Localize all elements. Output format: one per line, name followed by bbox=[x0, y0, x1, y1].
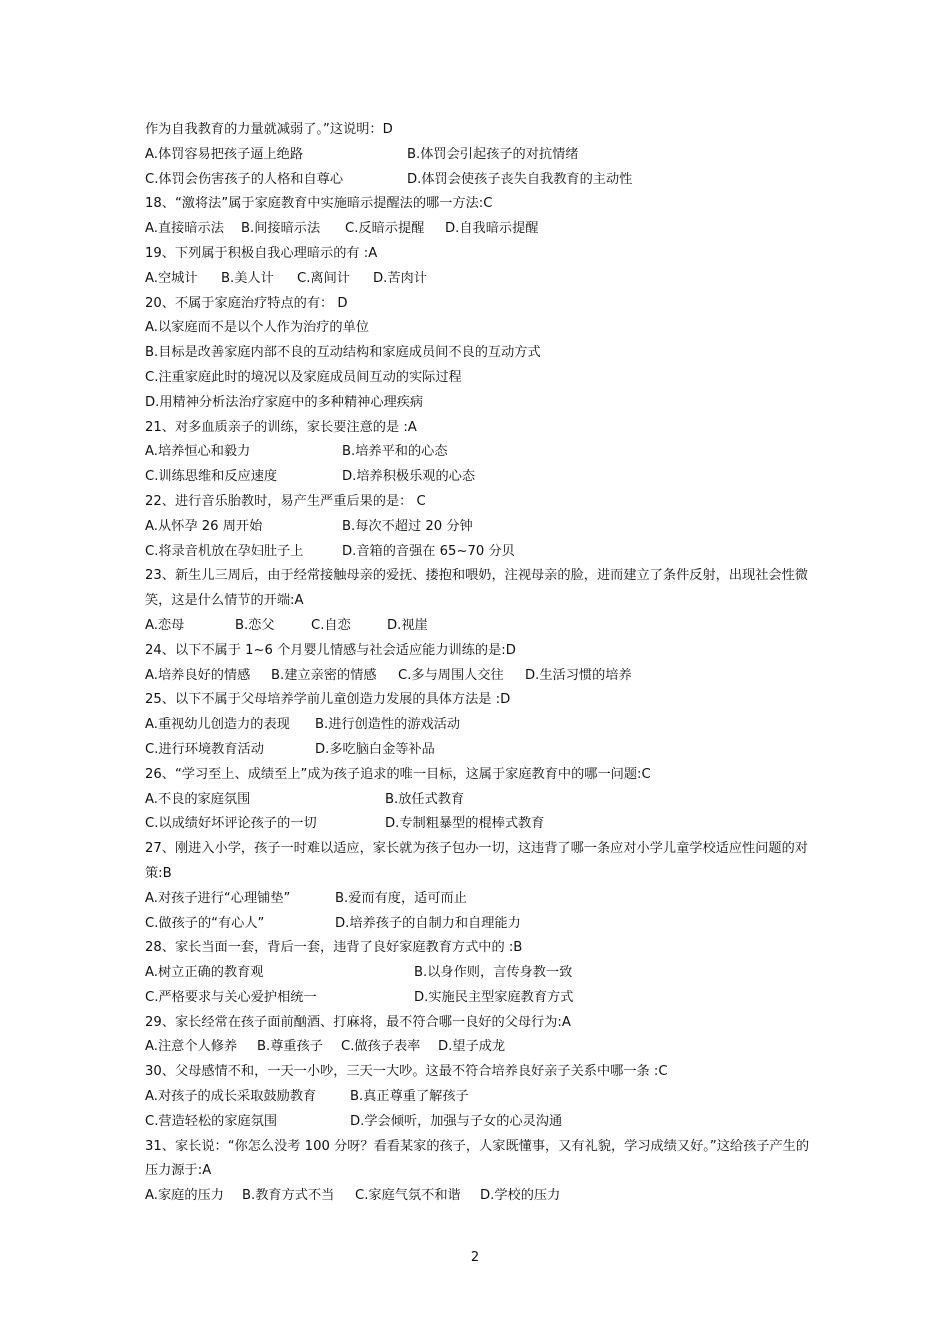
option-row bbox=[145, 986, 820, 1011]
question-text: 24、以下不属于 1~6 个月婴儿情感与社会适应能力训练的是:D bbox=[145, 642, 516, 658]
option-a: A.注意个人修养 bbox=[145, 1039, 238, 1055]
option-row bbox=[145, 664, 820, 689]
question-text: 21、对多血质亲子的训练，家长要注意的是 :A bbox=[145, 419, 417, 435]
question-text: 23、新生儿三周后，由于经常接触母亲的爱抚、搂抱和喂奶，注视母亲的脸，进而建立了条件反射，出现社会性微笑，这是什么情节的开端:A bbox=[145, 568, 808, 609]
option-row bbox=[145, 465, 820, 490]
option-a: A.以家庭而不是以个人作为治疗的单位 bbox=[145, 320, 369, 336]
option-row bbox=[145, 316, 820, 341]
option-c: C.营造轻松的家庭氛围 bbox=[145, 1113, 278, 1129]
option-b: B.体罚会引起孩子的对抗情绪 bbox=[407, 146, 579, 162]
option-row bbox=[145, 391, 820, 416]
option-c: C.做孩子表率 bbox=[341, 1039, 421, 1055]
option-b: B.尊重孩子 bbox=[257, 1039, 323, 1055]
option-b: B.美人计 bbox=[221, 270, 274, 286]
option-row bbox=[145, 440, 820, 465]
option-c: C.训练思维和反应速度 bbox=[145, 469, 278, 485]
question-list bbox=[145, 118, 820, 1209]
question-text: 作为自我教育的力量就减弱了。”这说明：D bbox=[145, 122, 393, 137]
question-text: 30、父母感情不和，一天一小吵，三天一大吵。这最不符合培养良好亲子关系中哪一条 :C bbox=[145, 1064, 668, 1080]
option-a: A.体罚容易把孩子逼上绝路 bbox=[145, 146, 304, 162]
option-c: C.做孩子的“有心人” bbox=[145, 915, 265, 931]
option-row bbox=[145, 341, 820, 366]
option-row bbox=[145, 540, 820, 565]
option-row bbox=[145, 961, 820, 986]
option-b: B.爱而有度，适可而止 bbox=[335, 890, 467, 906]
option-b: B.真正尊重了解孩子 bbox=[350, 1089, 469, 1105]
option-a: A.培养良好的情感 bbox=[145, 667, 251, 683]
option-row bbox=[145, 788, 820, 813]
option-c: C.多与周围人交往 bbox=[398, 667, 504, 683]
option-row bbox=[145, 1110, 820, 1135]
option-a: A.从怀孕 26 周开始 bbox=[145, 518, 263, 534]
option-a: A.直接暗示法 bbox=[145, 221, 224, 237]
option-d: D.望子成龙 bbox=[438, 1039, 506, 1055]
option-row bbox=[145, 887, 820, 912]
option-a: A.培养恒心和毅力 bbox=[145, 444, 251, 460]
question-text: 22、进行音乐胎教时，易产生严重后果的是： C bbox=[145, 493, 426, 509]
option-d: D.学会倾听，加强与子女的心灵沟通 bbox=[350, 1113, 563, 1129]
option-c: C.自恋 bbox=[311, 617, 351, 633]
option-a: A.重视幼儿创造力的表现 bbox=[145, 717, 290, 733]
option-a: A.对孩子的成长采取鼓励教育 bbox=[145, 1089, 317, 1105]
option-row bbox=[145, 812, 820, 837]
option-c: C.家庭气氛不和谐 bbox=[355, 1188, 461, 1204]
option-d: D.培养孩子的自制力和自理能力 bbox=[335, 915, 521, 931]
option-row bbox=[145, 366, 820, 391]
question-text: 18、“激将法”属于家庭教育中实施暗示提醒法的哪一方法:C bbox=[145, 196, 493, 212]
question-text: 29、家长经常在孩子面前酗酒、打麻将，最不符合哪一良好的父母行为:A bbox=[145, 1014, 571, 1030]
question-text: 27、刚进入小学，孩子一时难以适应，家长就为孩子包办一切，这违背了哪一条应对小学儿童学校适应性问题的对策:B bbox=[145, 841, 808, 881]
option-d: D.培养积极乐观的心态 bbox=[342, 469, 476, 485]
option-row bbox=[145, 912, 820, 937]
option-b: B.建立亲密的情感 bbox=[271, 667, 377, 683]
option-row bbox=[145, 267, 820, 292]
option-b: B.放任式教育 bbox=[385, 791, 465, 807]
option-b: B.目标是改善家庭内部不良的互动结构和家庭成员间不良的互动方式 bbox=[145, 345, 541, 361]
option-a: A.家庭的压力 bbox=[145, 1188, 224, 1204]
option-c: C.反暗示提醒 bbox=[345, 221, 425, 237]
option-c: C.体罚会伤害孩子的人格和自尊心 bbox=[145, 171, 344, 187]
option-c: C.离间计 bbox=[297, 270, 350, 286]
question-text: 19、下列属于积极自我心理暗示的有 :A bbox=[145, 245, 378, 261]
option-b: B.每次不超过 20 分钟 bbox=[342, 518, 473, 534]
option-d: D.体罚会使孩子丧失自我教育的主动性 bbox=[407, 171, 633, 187]
option-d: D.音箱的音强在 65~70 分贝 bbox=[342, 543, 515, 559]
option-row bbox=[145, 738, 820, 763]
option-c: C.注重家庭此时的境况以及家庭成员间互动的实际过程 bbox=[145, 369, 462, 385]
option-row bbox=[145, 1184, 820, 1209]
option-d: D.学校的压力 bbox=[480, 1188, 561, 1204]
option-a: A.对孩子进行“心理铺垫” bbox=[145, 890, 291, 906]
option-d: D.用精神分析法治疗家庭中的多种精神心理疾病 bbox=[145, 394, 424, 410]
option-d: D.实施民主型家庭教育方式 bbox=[414, 989, 574, 1005]
option-row bbox=[145, 515, 820, 540]
option-c: C.严格要求与关心爱护相统一 bbox=[145, 989, 317, 1005]
option-b: B.教育方式不当 bbox=[242, 1188, 335, 1204]
option-row bbox=[145, 1085, 820, 1110]
option-row bbox=[145, 143, 820, 168]
option-b: B.培养平和的心态 bbox=[342, 444, 448, 460]
option-b: B.恋父 bbox=[235, 617, 275, 633]
option-d: D.多吃脑白金等补品 bbox=[315, 741, 435, 757]
option-row bbox=[145, 217, 820, 242]
option-row bbox=[145, 614, 820, 639]
option-d: D.自我暗示提醒 bbox=[445, 221, 539, 237]
page-number: 2 bbox=[470, 1250, 480, 1265]
option-b: B.以身作则，言传身教一致 bbox=[414, 965, 573, 981]
question-text: 28、家长当面一套，背后一套，违背了良好家庭教育方式中的 :B bbox=[145, 940, 523, 956]
option-c: C.进行环境教育活动 bbox=[145, 741, 264, 757]
option-b: B.进行创造性的游戏活动 bbox=[315, 717, 461, 733]
option-d: D.视崖 bbox=[387, 617, 428, 633]
option-a: A.不良的家庭氛围 bbox=[145, 791, 251, 807]
question-text: 26、“学习至上、成绩至上”成为孩子追求的唯一目标，这属于家庭教育中的哪一问题:C bbox=[145, 766, 651, 782]
question-text: 20、不属于家庭治疗特点的有： D bbox=[145, 295, 348, 311]
option-row bbox=[145, 1035, 820, 1060]
option-b: B.间接暗示法 bbox=[241, 221, 321, 237]
option-d: D.生活习惯的培养 bbox=[525, 667, 632, 683]
option-a: A.空城计 bbox=[145, 270, 198, 286]
option-a: A.树立正确的教育观 bbox=[145, 965, 264, 981]
option-d: D.专制粗暴型的棍棒式教育 bbox=[385, 816, 545, 832]
option-c: C.将录音机放在孕妇肚子上 bbox=[145, 543, 304, 559]
option-row bbox=[145, 168, 820, 193]
option-c: C.以成绩好坏评论孩子的一切 bbox=[145, 816, 317, 832]
question-text: 25、以下不属于父母培养学前儿童创造力发展的具体方法是 :D bbox=[145, 692, 511, 708]
option-row bbox=[145, 713, 820, 738]
option-a: A.恋母 bbox=[145, 617, 185, 633]
option-d: D.苦肉计 bbox=[373, 270, 427, 286]
question-text: 31、家长说：“你怎么没考 100 分呀？看看某家的孩子，人家既懂事，又有礼貌，学习成绩又好。”这给孩子产生的压力源于:A bbox=[145, 1138, 810, 1179]
